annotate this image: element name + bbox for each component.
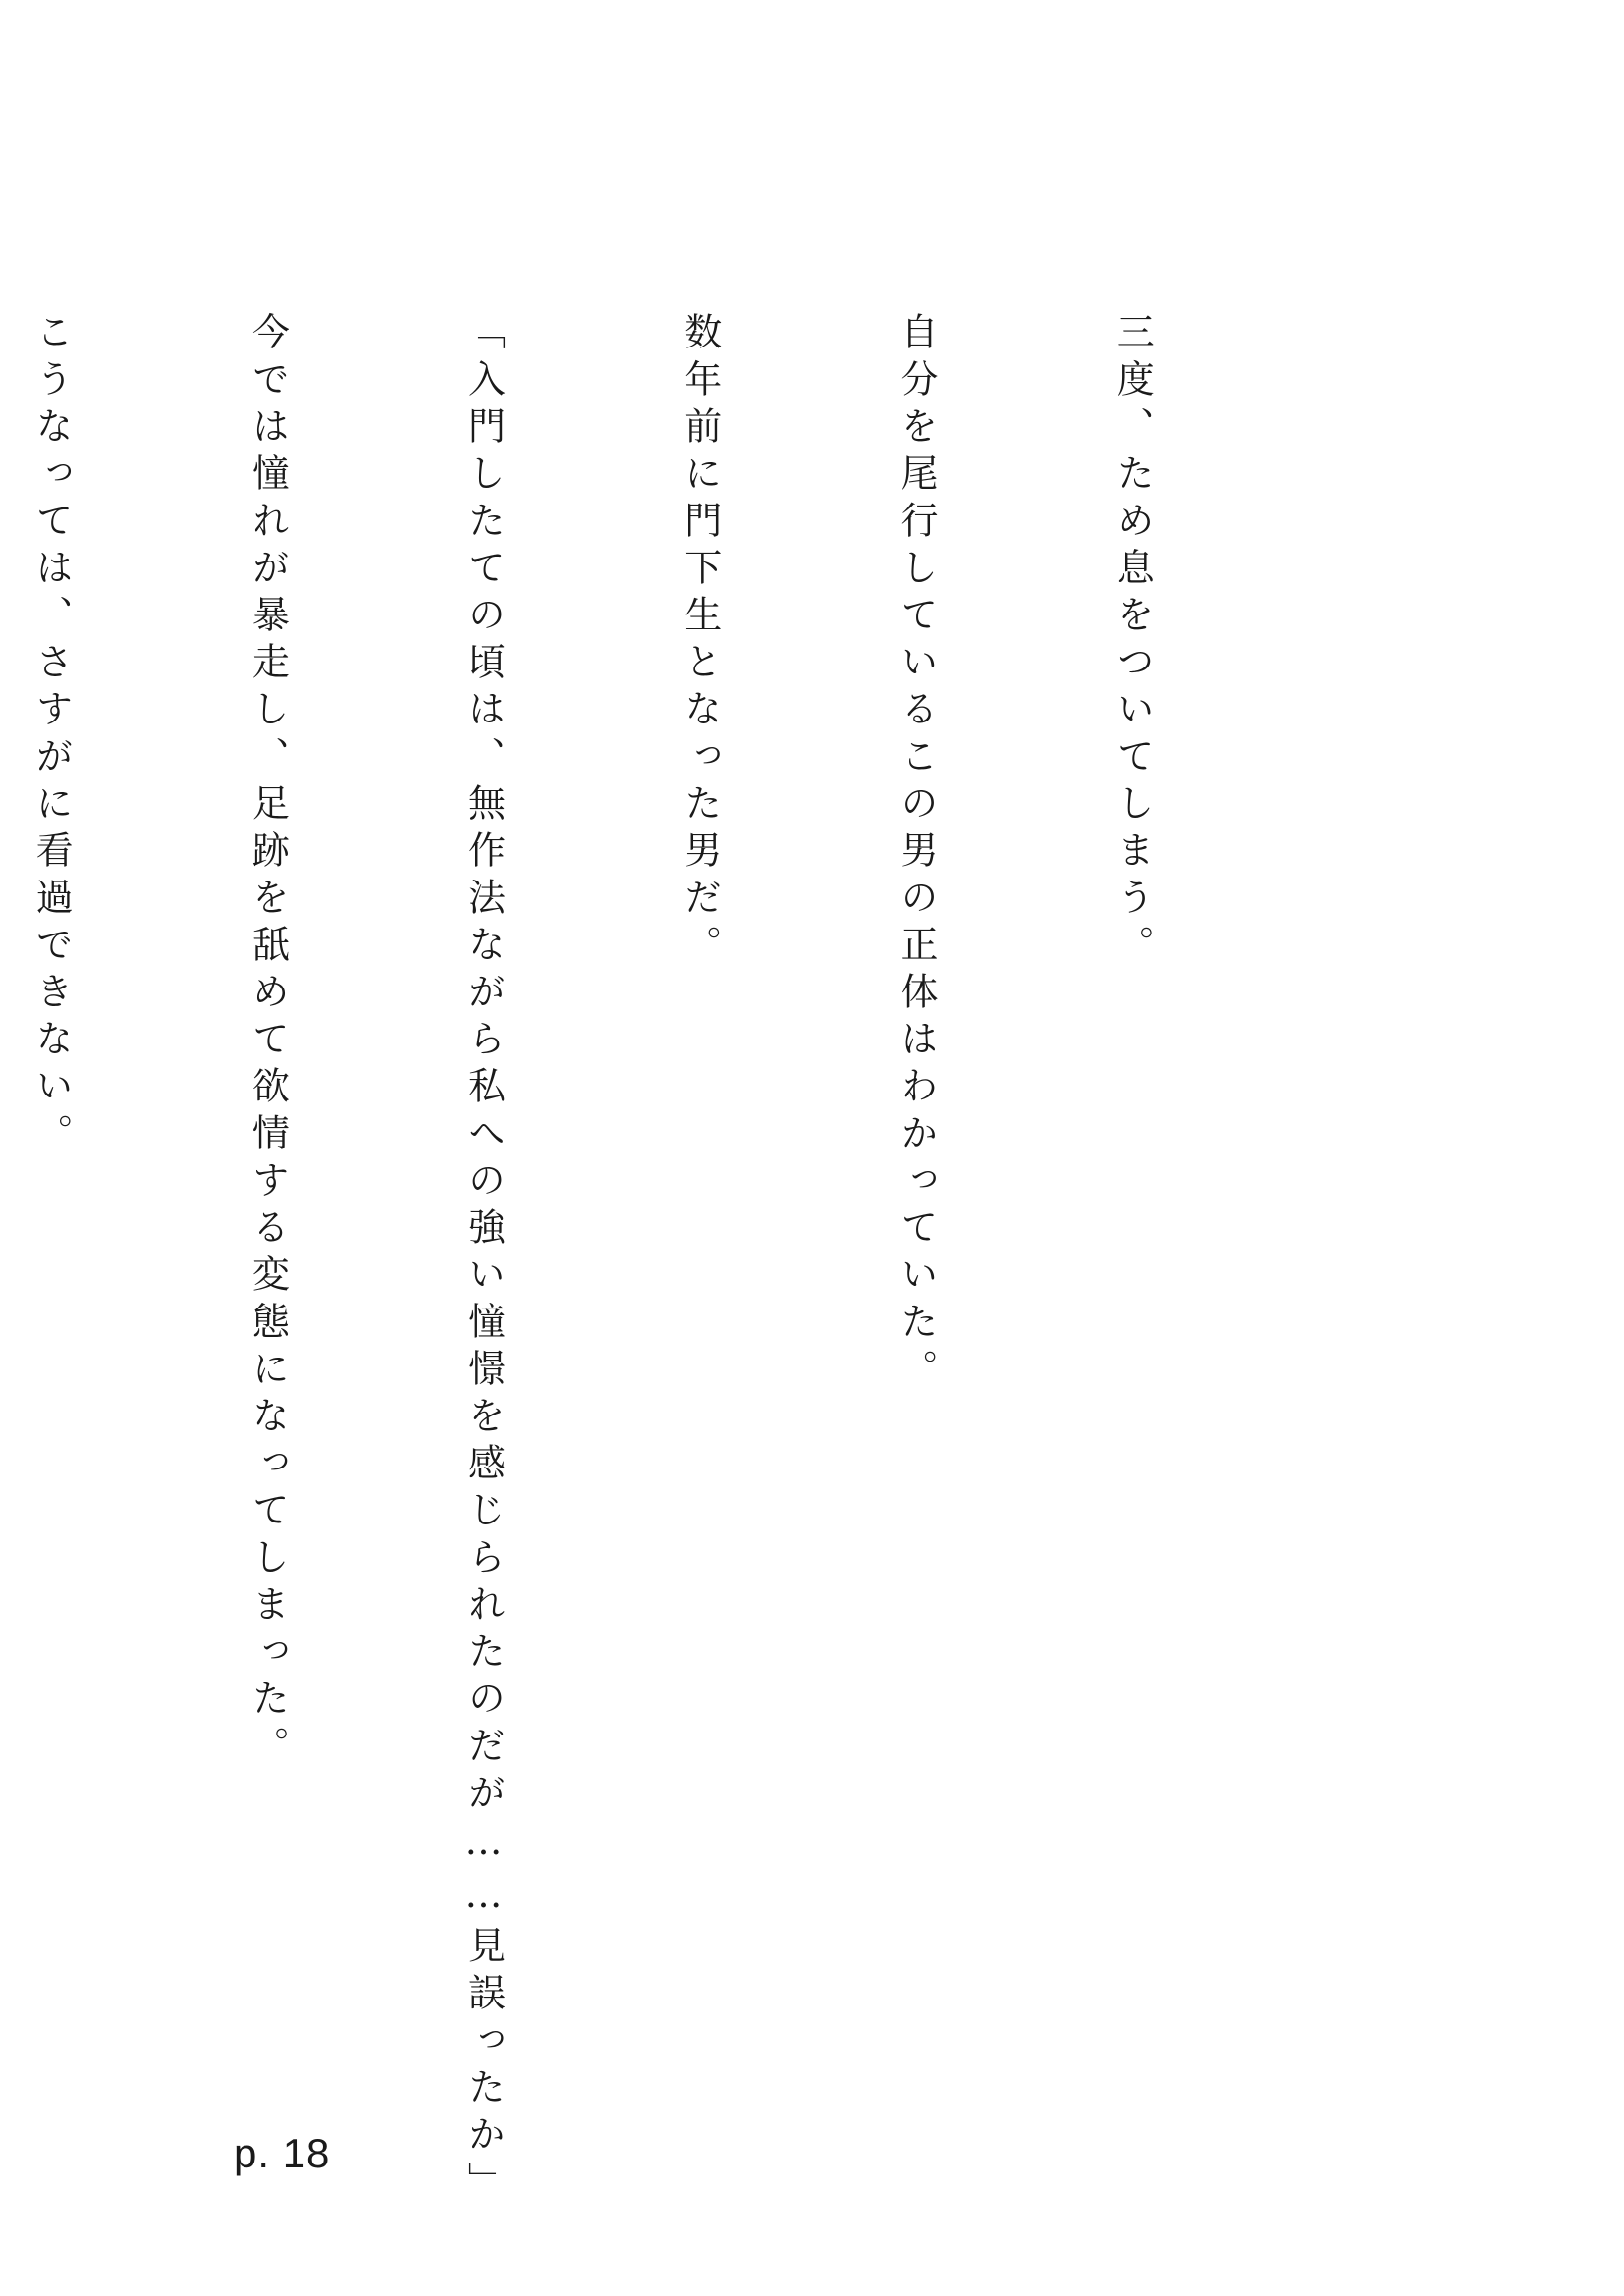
text-line: 今では憧れが暴走し、足跡を舐めて欲情する変態になってしまった。 <box>245 312 290 1773</box>
text-line: 「入門したての頃は、無作法ながら私への強い憧憬を感じられたのだが……見誤ったか」 <box>461 312 506 2209</box>
text-line: 数年前に門下生となった男だ。 <box>677 312 722 972</box>
text-line: 自分を尾行しているこの男の正体はわかっていた。 <box>893 312 938 1396</box>
text-line: こうなっては、さすがに看過できない。 <box>29 312 74 1160</box>
page-number: p. 18 <box>234 2130 331 2176</box>
text-line: 三度、ため息をついてしまう。 <box>1110 312 1155 972</box>
